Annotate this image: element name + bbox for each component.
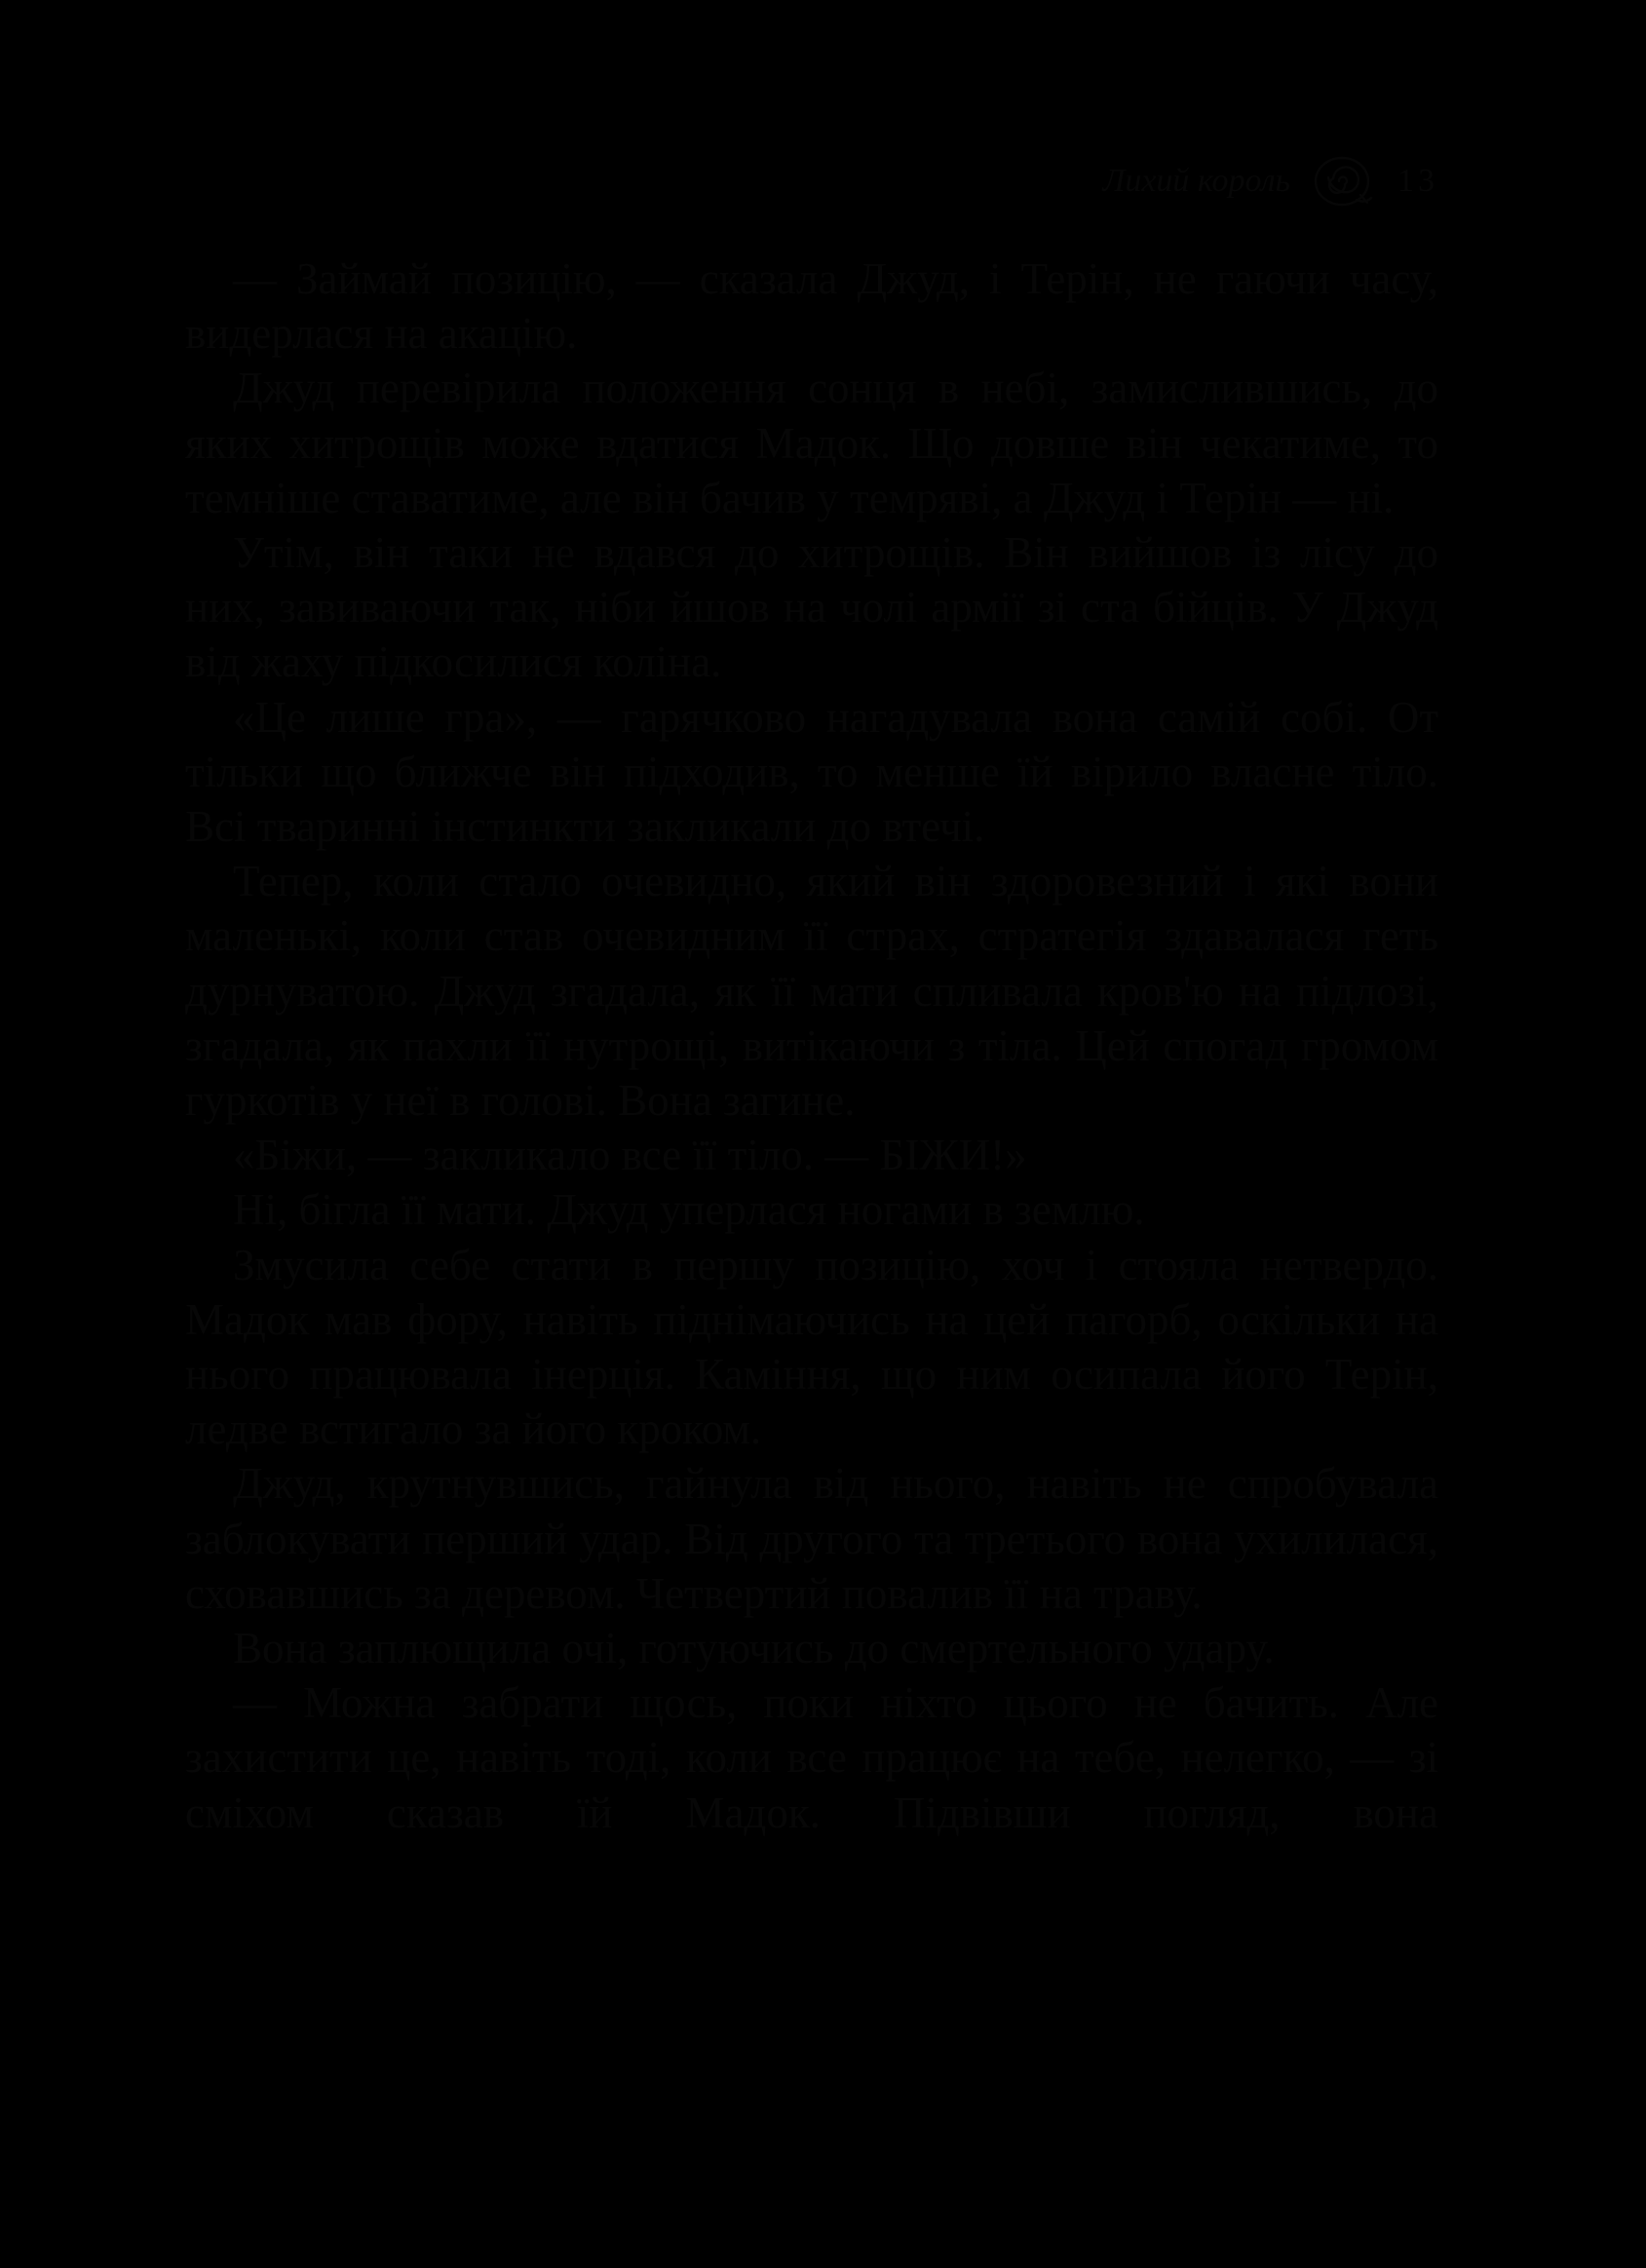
paragraph: — Займай позицію, — сказала Джуд, і Терін, не гаючи часу, видерлася на акацію. — [185, 254, 1438, 359]
paragraph: Тепер, коли стало очевидно, який він здоровезний і які вони маленькі, коли став очевидним її страх, стратегія здавалася геть дурнуватою. Джуд згадала, як її мати спливала кров'ю на підлозі, згадала, як пахли її нутрощі, витікаючи з тіла. Цей спогад громом гуркотів у неї в голові. Вона загине. — [185, 857, 1438, 1126]
paragraph: Ні, бігла її мати. Джуд уперлася ногами в землю. — [233, 1185, 1145, 1235]
paragraph: — Можна забрати щось, поки ніхто цього не бачить. Але захистити це, навіть тоді, коли все працює на тебе, нелегко, — зі сміхом сказав їй Мадок. Підвівши погляд, вона — [185, 1678, 1438, 1837]
paragraph: Вона заплющила очі, готуючись до смертельного удару. — [233, 1624, 1275, 1673]
paragraph: «Біжи, — закликало все її тіло. — БІЖИ!» — [233, 1131, 1027, 1180]
running-head — [1102, 152, 1438, 211]
paragraph: Джуд перевірила положення сонця в небі, замислившись, до яких хитрощів може вдатися Мадок. Що довше він чекатиме, то темніше ставатиме, але він бачив у темряві, а Джуд і Терін — ні. — [185, 364, 1438, 522]
page-number: 13 — [1397, 163, 1438, 199]
shell-icon — [1312, 152, 1376, 211]
body-text — [185, 251, 1438, 1840]
paragraph: Змусила себе стати в першу позицію, хоч і стояла нетвердо. Мадок мав фору, навіть піднімаючись на цей пагорб, оскільки на нього працювала інерція. Каміння, що ним осипала його Терін, ледве встигало за його кроком. — [185, 1240, 1438, 1454]
paragraph: «Це лише гра», — гарячково нагадувала вона самій собі. От тільки що ближче він підходив, то менше їй вірило власне тіло. Всі тваринні інстинкти закликали до втечі. — [185, 692, 1438, 852]
paragraph: Утім, він таки не вдався до хитрощів. Він вийшов із лісу до них, завиваючи так, ніби йшов на чолі армії зі ста бійців. У Джуд від жаху підкосилися коліна. — [185, 528, 1438, 687]
paragraph: Джуд, крутнувшись, гайнула від нього, навіть не спробувала заблокувати перший удар. Від другого та третього вона ухилилася, сховавшись за деревом. Четвертий повалив її на траву. — [185, 1459, 1438, 1618]
running-head-title: Лихий король — [1102, 163, 1290, 199]
